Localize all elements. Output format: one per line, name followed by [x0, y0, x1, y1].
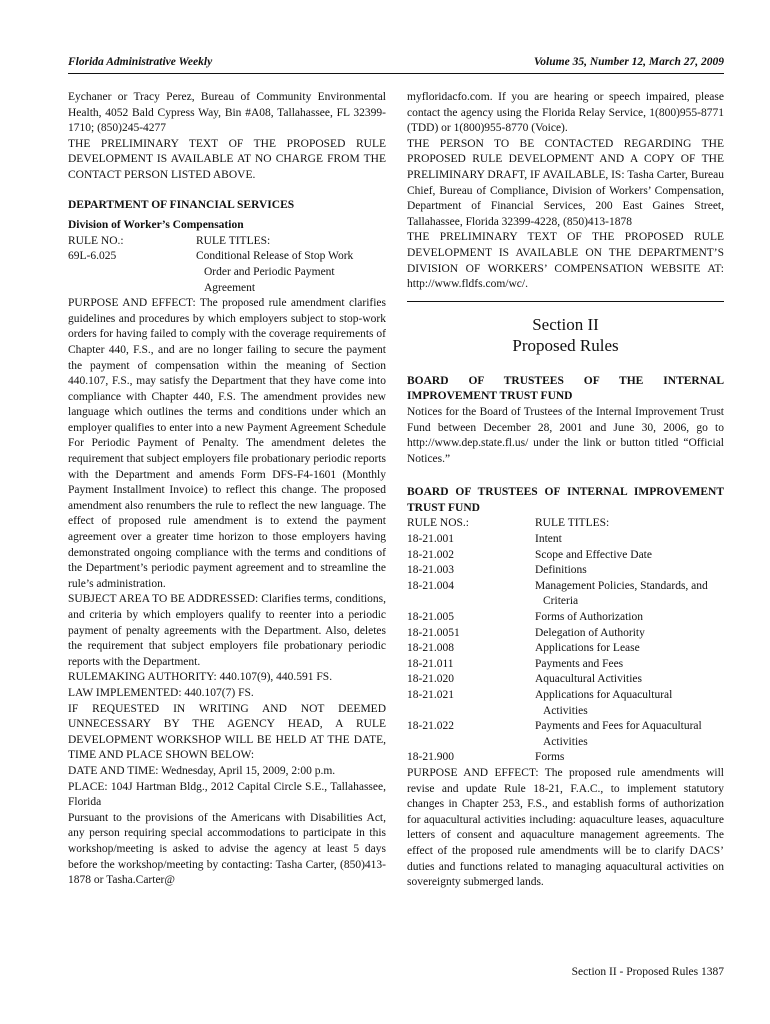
rule-title: [535, 610, 724, 626]
ada-notice: Pursuant to the provisions of the Americans with Disabilities Act, any person requiring special accommodations to participate in this workshop/meeting is asked to advise the agency at least 5 days before the workshop/meeting by contacting: Tasha Carter, (850)413-1878 or Tasha.Carter@: [68, 811, 386, 887]
rule-title-line: Aquacultural Activities: [535, 673, 642, 686]
rule-number: 18-21.001: [407, 533, 454, 546]
rule-number: 18-21.008: [407, 642, 454, 655]
rule-row: [407, 641, 724, 657]
rule-number: 18-21.022: [407, 720, 454, 733]
rule-row: [407, 657, 724, 673]
rule-row: [407, 688, 724, 719]
rule-title: [535, 579, 724, 610]
rule-title: [535, 532, 724, 548]
purpose-and-effect: PURPOSE AND EFFECT: The proposed rule amendment clarifies guidelines and procedures by which employers subject to stop-work orders for having failed to comply with the coverage requirements of Chapter 440, F.S., and are no longer failing to secure the payment the payment of compensation within the meaning of Section 440.107, F.S., may satisfy the Department that they have come into compliance with Chapter 440, F.S. The amendment provides new language which outlines the terms and conditions under which an employer qualifies to enter into a new Payment Agreement Schedule For Periodic Payment of Penalty. The amendment deletes the requirement that subject employers file probationary periodic reports with the Department and amends Form DFS-F4-1601 (Monthly Payment Installment Invoice) to reflect this change. The proposed amendment also renumbers the rule to reflect the new language. The effect of proposed rule amendment is to extend the payment agreement over a greater time horizon to those employers having demonstrated ongoing compliance with the terms and conditions of the Department’s periodic payment agreement and to streamline the rule’s administration.: [68, 297, 386, 590]
rule-number: 18-21.900: [407, 751, 454, 764]
rule-title-line: Conditional Release of Stop Work: [196, 250, 354, 263]
rule-title: [535, 750, 724, 766]
rule-titles-label: RULE TITLES:: [535, 517, 610, 530]
department-heading: DEPARTMENT OF FINANCIAL SERVICES: [68, 198, 295, 211]
header-rule: [68, 73, 724, 74]
official-notices: Notices for the Board of Trustees of the Internal Improvement Trust Fund between December 28, 2001 and June 30, 2006, go to http://www.dep.state.fl.us/ under the link or button titled “Official Notices.”: [407, 405, 724, 465]
rule-number: 69L-6.025: [68, 250, 117, 263]
rule-number: 18-21.011: [407, 657, 454, 670]
rule-row: [407, 548, 724, 564]
rule-title-line: Applications for Lease: [535, 642, 640, 655]
rule-row: [407, 579, 724, 610]
rule-number: 18-21.005: [407, 611, 454, 624]
rule-title: [535, 688, 724, 719]
page-footer: Section II - Proposed Rules 1387: [571, 966, 724, 978]
rule-title-line: Agreement: [204, 281, 256, 294]
rules-header-row: [407, 516, 724, 532]
subject-area: SUBJECT AREA TO BE ADDRESSED: Clarifies terms, conditions, and criteria by which employers qualify to reenter into a periodic payment of penalty agreements with the Department. Also, deletes the requirement that subject employers file probationary periodic reports with the Department.: [68, 593, 386, 668]
section-title: Section II: [532, 314, 599, 334]
rule-number: 18-21.004: [407, 579, 454, 592]
rule-titles-label: RULE TITLES:: [196, 234, 271, 247]
rule-number: 18-21.021: [407, 689, 454, 701]
date-and-time: DATE AND TIME: Wednesday, April 15, 2009, 2:00 p.m.: [68, 764, 336, 777]
workshop-notice: IF REQUESTED IN WRITING AND NOT DEEMED UNNECESSARY BY THE AGENCY HEAD, A RULE DEVELOPMENT WORKSHOP WILL BE HELD AT THE DATE, TIME AND PLACE SHOWN BELOW:: [68, 702, 386, 762]
contact-paragraph: Eychaner or Tracy Perez, Bureau of Community Environmental Health, 4052 Bald Cypress Way, Bin #A08, Tallahassee, FL 32399-1710; (850)245-4277: [68, 91, 386, 135]
rule-title: [535, 657, 724, 673]
rule-title-line: Activities: [543, 735, 588, 748]
rule-row: [407, 750, 724, 766]
rule-number: 18-21.0051: [407, 626, 460, 639]
running-header: [68, 56, 724, 72]
rule-title-line: Order and Periodic Payment: [204, 265, 335, 278]
contact-person-paragraph: THE PERSON TO BE CONTACTED REGARDING THE PROPOSED RULE DEVELOPMENT AND A COPY OF THE PRELIMINARY DRAFT, IF AVAILABLE, IS: Tasha Carter, Bureau Chief, Bureau of Compliance, Division of Workers’ Compensation, Department of Financial Services, 200 East Gaines Street, Tallahassee, Florida 32399-4228, (850)413-1878: [407, 137, 724, 228]
website-notice: THE PRELIMINARY TEXT OF THE PROPOSED RULE DEVELOPMENT IS AVAILABLE ON THE DEPARTMENT’S DIVISION OF WORKERS’ COMPENSATION WEBSITE AT: http://www.fldfs.com/wc/.: [407, 231, 724, 291]
rule-row: [407, 610, 724, 626]
rule-title: [535, 719, 724, 750]
right-column: [407, 90, 724, 891]
rule-row: [407, 626, 724, 642]
division-heading: Division of Worker’s Compensation: [68, 219, 244, 232]
rulemaking-authority: RULEMAKING AUTHORITY: 440.107(9), 440.591 FS.: [68, 671, 333, 684]
place: PLACE: 104J Hartman Bldg., 2012 Capital Circle S.E., Tallahassee, Florida: [68, 780, 386, 809]
rule-title-line: Scope and Effective Date: [535, 548, 652, 561]
rule-title-line: Forms: [535, 751, 565, 764]
rule-title-line: Forms of Authorization: [535, 611, 643, 624]
section-subtitle: Proposed Rules: [512, 335, 619, 355]
rule-row: [407, 672, 724, 688]
law-implemented: LAW IMPLEMENTED: 440.107(7) FS.: [68, 686, 254, 699]
relay-service-paragraph: myfloridacfo.com. If you are hearing or speech impaired, please contact the agency using the Florida Relay Service, 1(800)955-8771 (TDD) or 1(800)955-8770 (Voice).: [407, 91, 724, 135]
rule-title-line: Criteria: [543, 595, 579, 608]
rule-row: [407, 532, 724, 548]
rule-row: [407, 563, 724, 579]
rule-title: [535, 563, 724, 579]
rule-number: 18-21.020: [407, 673, 454, 686]
rules-list: [407, 532, 724, 766]
rule-number: 18-21.003: [407, 564, 454, 577]
rule-title: [535, 626, 724, 642]
rule-title: [535, 641, 724, 657]
purpose-and-effect: PURPOSE AND EFFECT: The proposed rule amendments will revise and update Rule 18-21, F.A.C., to implement statutory changes in Chapter 253, F.S., and establish forms of authorization for aquacultural activities including: aquaculture leases, aquaculture letters of consent and aquaculture management agreements. The effect of the proposed rule amendments will be to clarify DACS’ duties and functions related to managing aquacultural activities on sovereignty submerged lands.: [407, 766, 724, 889]
rule-title-line: Activities: [543, 704, 588, 717]
rule-number: 18-21.002: [407, 548, 454, 561]
rule-title-line: Applications for Aquacultural: [535, 689, 673, 701]
rule-title-line: Payments and Fees for Aquacultural: [535, 720, 702, 733]
rule-title: [535, 672, 724, 688]
issue-info: Volume 35, Number 12, March 27, 2009: [533, 56, 724, 68]
rule-header-row: [68, 234, 386, 250]
rule-title: [196, 249, 386, 296]
rule-nos-label: RULE NOS.:: [407, 517, 469, 530]
rule-row: [68, 249, 386, 296]
preliminary-text-notice: THE PRELIMINARY TEXT OF THE PROPOSED RULE DEVELOPMENT IS AVAILABLE AT NO CHARGE FROM THE CONTACT PERSON LISTED ABOVE.: [68, 137, 386, 181]
rule-title-line: Payments and Fees: [535, 657, 624, 670]
rule-no-label: RULE NO.:: [68, 234, 124, 247]
rule-title: [535, 548, 724, 564]
board-heading: BOARD OF TRUSTEES OF THE INTERNAL IMPROVEMENT TRUST FUND: [407, 374, 724, 403]
left-column: [68, 90, 386, 889]
rule-title-line: Delegation of Authority: [535, 626, 645, 639]
rule-title-line: Definitions: [535, 564, 587, 577]
publication-title: Florida Administrative Weekly: [68, 56, 213, 68]
rule-row: [407, 719, 724, 750]
rule-title-line: Intent: [535, 533, 562, 546]
rule-title-line: Management Policies, Standards, and: [535, 579, 708, 592]
section-divider: [407, 301, 724, 302]
board-heading: BOARD OF TRUSTEES OF INTERNAL IMPROVEMENT TRUST FUND: [407, 486, 724, 514]
